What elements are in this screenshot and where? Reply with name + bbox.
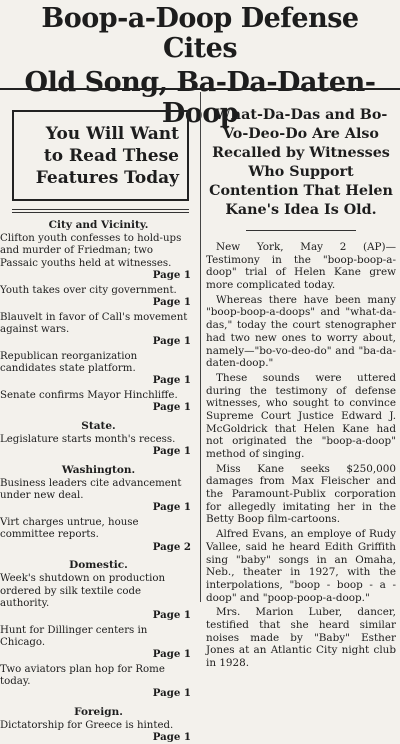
index-item: Two aviators plan hop for Rome today. [0,663,165,688]
index-section-heading: Washington. [61,463,136,476]
story-paragraph: Whereas there have been many "boop-boop-a-doops" and "what-da-das," today the court stenographer had two new ones to worry about, namely—"bo-vo-deo-do" and "ba-da-daten-doop." [206,293,396,370]
features-box [12,110,189,201]
story-deck: What-Da-Das and Bo-Vo-Deo-Do Are Also Recalled by Witnesses Who Support Contention That Helen Kane's Idea Is Old. [209,107,393,218]
index-item-page: Page 1 [152,687,191,700]
index-item: Senate confirms Mayor Hinchliffe. [0,390,178,401]
index-item-page: Page 1 [152,608,191,621]
features-box-line: to Read These [43,145,179,166]
index-item: Legislature starts month's recess. [0,433,176,445]
story-paragraph: New York, May 2 (AP)—Testimony in the "boop-boop-a-doop" trial of Helen Kane grew more complicated today. [206,241,396,292]
index-item: Hunt for Dillinger centers in Chicago. [0,624,148,648]
index-item: Dictatorship for Greece is hinted. [0,720,174,732]
index-section-heading: City and Vicinity. [48,219,149,232]
headline-line-1: Boop-a-Doop Defense Cites [41,3,359,65]
story-paragraph: Mrs. Marion Luber, dancer, testified that she heard similar noises made by "Baby" Esther Jones at an Atlantic City night club in 1928. [206,606,396,669]
index-item-page: Page 1 [152,501,191,514]
features-box-line: Features Today [35,167,179,188]
index-item-page: Page 1 [152,445,191,458]
index-item: Week's shutdown on production ordered by silk textile code authority. [0,573,166,609]
index-item: Blauvelt in favor of Call's movement against wars. [0,311,188,335]
story-paragraph: These sounds were uttered during the testimony of defense witnesses, who sought to convince Supreme Court Justice Edward J. McGoldrick that Helen Kane had not originated the "boop-a-doop" method of singing. [206,371,396,460]
index-section-heading: Domestic. [69,559,128,572]
index-section-heading: Foreign. [74,706,123,719]
index-item: Clifton youth confesses to hold-ups and murder of Friedman; two Passaic youths held at witnesses. [0,233,182,269]
index-item-page: Page 1 [152,268,191,281]
story-column [206,100,396,672]
index-item-page: Page 1 [152,648,191,661]
deck-rule [246,230,356,231]
index-section-heading: State. [81,419,116,432]
column-divider [200,92,201,602]
features-box-line: You Will Want [45,124,179,144]
index-item: Virt charges untrue, house committee reports. [0,517,139,541]
story-paragraph: Miss Kane seeks $250,000 damages from Max Fleischer and the Paramount-Publix corporation for allegedly imitating her in the Betty Boop film-cartoons. [206,462,396,526]
index-item-page: Page 1 [152,731,191,744]
index-item: Business leaders cite advancement under new deal. [0,477,182,502]
index-item: Republican reorganization candidates state platform. [0,350,138,375]
index-item-page: Page 2 [152,540,191,553]
headline-line-2: Old Song, Ba-Da-Daten-Doop [24,67,376,129]
headline-rule [0,88,400,90]
features-rule [12,209,189,213]
features-index [0,219,197,744]
story-paragraph: Alfred Evans, an employe of Rudy Vallee, said he heard Edith Griffith sing "baby" songs in an Omaha, Neb., theater in 1927, with the interpolations, "boop - boop - a - doop" and "poop-poop-a-doop." [206,528,396,604]
index-item-page: Page 1 [152,374,191,387]
features-column [0,98,197,744]
story-body [206,241,396,670]
index-item-page: Page 1 [152,295,191,308]
index-item-page: Page 1 [152,401,191,414]
index-item: Youth takes over city government. [0,284,177,296]
index-item-page: Page 1 [152,335,191,348]
